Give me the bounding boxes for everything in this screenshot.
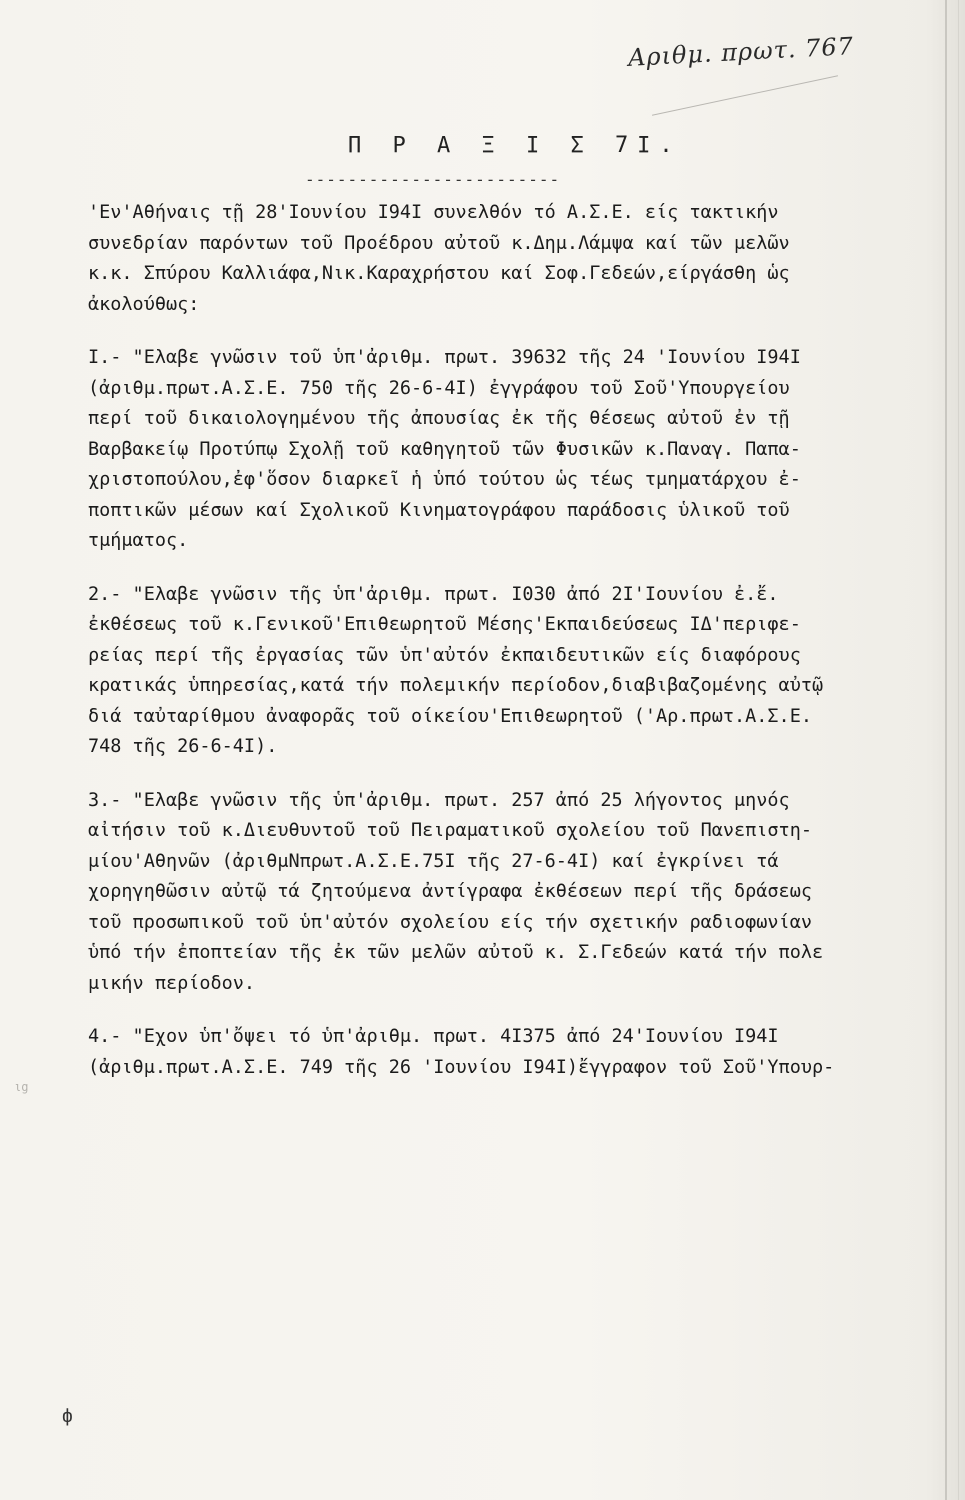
text-line: (ἀριθμ.πρωτ.Α.Σ.Ε. 750 τῆς 26-6-4Ι) ἐγγράφου τοῦ Σοῦ'Υπουργείου xyxy=(88,377,790,399)
annotation-stroke xyxy=(652,75,838,115)
text-line: 4.- "Εχον ὑπ'ὄψει τό ὑπ'ἀριθμ. πρωτ. 4Ι375 ἀπό 24'Ιουνίου Ι94Ι xyxy=(88,1026,779,1047)
text-line: συνεδρίαν παρόντων τοῦ Προέδρου αὐτοῦ κ.Δημ.Λάμψα καί τῶν μελῶν xyxy=(88,232,790,254)
text-line: χριστοπούλου,ἐφ'ὅσον διαρκεῖ ἡ ὑπό τούτου ὡς τέως τμηματάρχου ἐ- xyxy=(88,469,801,490)
text-line: ὑπό τήν ἐποπτείαν τῆς ἐκ τῶν μελῶν αὐτοῦ κ. Σ.Γεδεών κατά τήν πολε xyxy=(88,942,824,963)
text-line: ποπτικῶν μέσων καί Σχολικοῦ Κινηματογράφου παράδοσις ὑλικοῦ τοῦ xyxy=(88,499,790,521)
text-line: μίου'Αθηνῶν (ἀριθμΝπρωτ.Α.Σ.Ε.75Ι τῆς 27-6-4Ι) καί ἐγκρίνει τά xyxy=(88,850,779,872)
text-line: κρατικάς ὑπηρεσίας,κατά τήν πολεμικήν περίοδον,διαβιβαζομένης αὐτῷ xyxy=(88,675,824,696)
intro-paragraph xyxy=(88,198,918,320)
text-line: τοῦ προσωπικοῦ τοῦ ὑπ'αὐτόν σχολείου είς τήν σχετικήν ραδιοφωνίαν xyxy=(88,911,812,933)
title-underline: ------------------------ xyxy=(305,170,561,189)
margin-mark: ιg xyxy=(14,1080,29,1094)
text-line: Ι.- "Ελαβε γνῶσιν τοῦ ὑπ'ἀριθμ. πρωτ. 39632 τῆς 24 'Ιουνίου Ι94Ι xyxy=(88,347,801,368)
text-line: χορηγηθῶσιν αὐτῷ τά ζητούμενα ἀντίγραφα ἐκθέσεων περί τῆς δράσεως xyxy=(88,881,812,902)
text-line: κ.κ. Σπύρου Καλλιάφα,Νικ.Καραχρήστου καί Σοφ.Γεδεών,είργάσθη ὡς xyxy=(88,263,790,284)
page-edge-outer xyxy=(958,0,959,1500)
text-line: διά ταὐταρίθμου ἀναφορᾶς τοῦ οίκείου'Επιθεωρητοῦ ('Αρ.πρωτ.Α.Σ.Ε. xyxy=(88,705,812,727)
text-line: 2.- "Ελαβε γνῶσιν τῆς ὑπ'ἀριθμ. πρωτ. Ι030 ἀπό 2Ι'Ιουνίου ἐ.ἔ. xyxy=(88,583,779,605)
item-2 xyxy=(88,580,918,763)
text-line: (ἀριθμ.πρωτ.Α.Σ.Ε. 749 τῆς 26 'Ιουνίου Ι94Ι)ἔγγραφον τοῦ Σοῦ'Υπουρ- xyxy=(88,1056,835,1078)
text-line: Βαρβακείῳ Προτύπῳ Σχολῇ τοῦ καθηγητοῦ τῶν Φυσικῶν κ.Παναγ. Παπα- xyxy=(88,438,801,460)
item-3 xyxy=(88,786,918,1000)
text-line: 'Εν'Αθήναις τῇ 28'Ιουνίου Ι94Ι συνελθόν τό Α.Σ.Ε. είς τακτικήν xyxy=(88,202,779,223)
handwritten-annotation: Αριθμ. πρωτ. 767 xyxy=(627,32,855,72)
bottom-mark: ф xyxy=(62,1406,73,1427)
item-4 xyxy=(88,1022,918,1083)
page-edge xyxy=(945,0,947,1500)
text-line: τμήματος. xyxy=(88,530,189,551)
document-title: Π Ρ Α Ξ Ι Σ 7Ι. xyxy=(348,133,682,158)
text-line: 748 τῆς 26-6-4Ι). xyxy=(88,736,278,757)
text-line: ρείας περί τῆς ἐργασίας τῶν ὑπ'αὐτόν ἐκπαιδευτικῶν είς διαφόρους xyxy=(88,644,801,666)
text-line: ἀκολούθως: xyxy=(88,293,200,315)
text-line: περί τοῦ δικαιολογημένου τῆς ἀπουσίας ἐκ τῆς θέσεως αὐτοῦ ἐν τῇ xyxy=(88,408,790,429)
document-body xyxy=(88,198,918,1083)
item-1 xyxy=(88,343,918,557)
text-line: ἐκθέσεως τοῦ κ.Γενικοῦ'Επιθεωρητοῦ Μέσης'Εκπαιδεύσεως ΙΔ'περιφε- xyxy=(88,614,801,635)
text-line: μικήν περίοδον. xyxy=(88,972,256,994)
text-line: αἰτήσιν τοῦ κ.Διευθυντοῦ τοῦ Πειραματικοῦ σχολείου τοῦ Πανεπιστη- xyxy=(88,820,812,841)
text-line: 3.- "Ελαβε γνῶσιν τῆς ὑπ'ἀριθμ. πρωτ. 257 ἀπό 25 λήγοντος μηνός xyxy=(88,789,790,811)
